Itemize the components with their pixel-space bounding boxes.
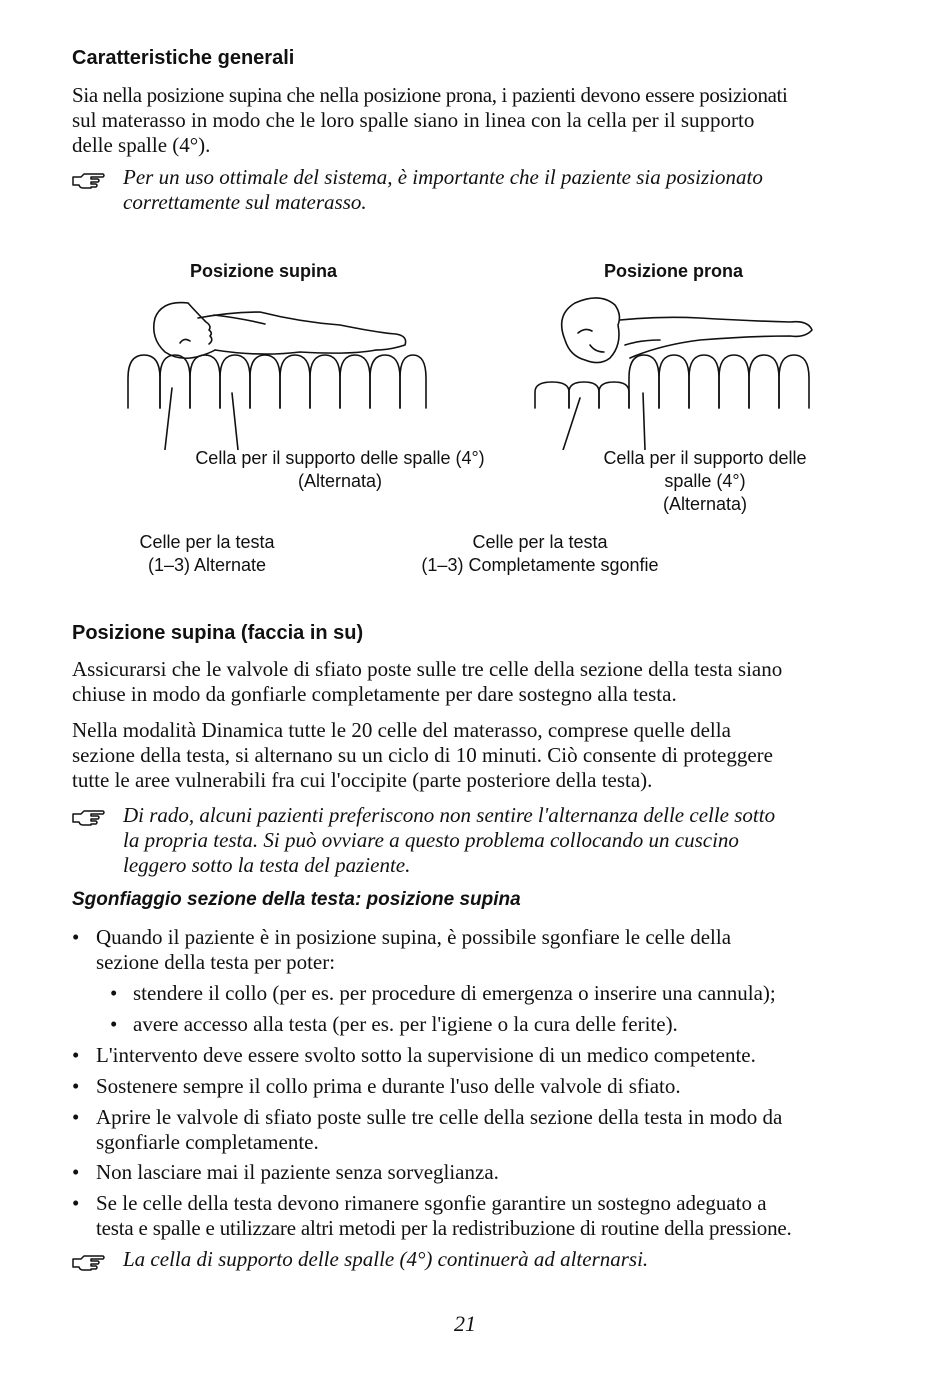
prone-shoulder-cell-label (574, 447, 836, 516)
list-item (133, 981, 776, 1006)
note-general (123, 165, 763, 215)
prone-shoulder-leader (643, 393, 645, 450)
bullet-marker: • (72, 1043, 80, 1067)
supine-head-cells-label (104, 531, 310, 577)
list-item (96, 1191, 792, 1241)
text-line: Quando il paziente è in posizione supina, è possibile sgonfiare le celle della (96, 925, 732, 949)
list-item (96, 925, 731, 975)
paragraph-dynamic-mode (72, 718, 892, 793)
label-line: Celle per la testa (139, 532, 275, 552)
label-line: (Alternata) (662, 494, 748, 514)
text-line: delle spalle (4°). (72, 133, 211, 157)
list-item (133, 1012, 678, 1037)
supine-shoulder-cell-label (170, 447, 510, 493)
label-line: Cella per il supporto delle (603, 448, 807, 468)
text-line: Nella modalità Dinamica tutte le 20 celle del materasso, comprese quelle della (72, 718, 731, 742)
note-shoulder-cell: La cella di supporto delle spalle (4°) continuerà ad alternarsi. (123, 1247, 649, 1271)
text-line: Se le celle della testa devono rimanere sgonfie garantire un sostegno adeguato a (96, 1191, 767, 1215)
text-line: sgonfiarle completamente. (96, 1130, 319, 1154)
note-pillow (123, 803, 775, 878)
note-line: Per un uso ottimale del sistema, è importante che il paziente sia posizionato (123, 165, 763, 189)
text-line: stendere il collo (per es. per procedure di emergenza o inserire una cannula); (133, 981, 776, 1005)
bullet-marker: • (110, 1012, 118, 1036)
label-line: Celle per la testa (472, 532, 608, 552)
label-line: spalle (4°) (664, 471, 746, 491)
text-line: Assicurarsi che le valvole di sfiato poste sulle tre celle della sezione della testa siano (72, 657, 783, 681)
mattress-position-illustration (0, 280, 950, 450)
text-line: Non lasciare mai il paziente senza sorveglianza. (96, 1160, 499, 1184)
list-item (96, 1105, 782, 1155)
label-line: Cella per il supporto delle spalle (4°) (195, 448, 485, 468)
pointing-hand-icon (72, 1251, 106, 1273)
heading-general-characteristics: Caratteristiche generali (72, 47, 295, 69)
label-line: (1–3) Alternate (147, 555, 267, 575)
paragraph-general (72, 83, 892, 158)
text-line: testa e spalle e utilizzare altri metodi per la redistribuzione di routine della pressione. (96, 1216, 792, 1240)
prone-title: Posizione prona (604, 261, 744, 281)
text-line: Sia nella posizione supina che nella posizione prona, i pazienti devono essere posizionati (72, 83, 788, 107)
prone-head-cells-label (390, 531, 690, 577)
supine-title: Posizione supina (190, 261, 338, 281)
note-line: correttamente sul materasso. (123, 190, 367, 214)
list-item (96, 1043, 756, 1068)
label-line: (1–3) Completamente sgonfie (421, 555, 659, 575)
heading-supine-position: Posizione supina (faccia in su) (72, 622, 364, 644)
prone-mattress-cells (629, 355, 809, 408)
label-line: (Alternata) (297, 471, 383, 491)
supine-patient (154, 303, 406, 359)
text-line: tutte le aree vulnerabili fra cui l'occipite (parte posteriore della testa). (72, 768, 653, 792)
heading-head-deflation: Sgonfiaggio sezione della testa: posizione supina (72, 889, 521, 910)
supine-mattress-cells (128, 355, 426, 408)
page-number: 21 (454, 1311, 476, 1336)
text-line: sezione della testa, si alternano su un ciclo di 10 minuti. Ciò consente di proteggere (72, 743, 773, 767)
bullet-marker: • (72, 1074, 80, 1098)
text-line: sezione della testa per poter: (96, 950, 336, 974)
list-item (96, 1074, 681, 1099)
note-line: Di rado, alcuni pazienti preferiscono non sentire l'alternanza delle celle sotto (123, 803, 776, 827)
note-line: la propria testa. Si può ovviare a questo problema collocando un cuscino (123, 828, 739, 852)
pointing-hand-icon (72, 169, 106, 191)
prone-deflated-head-cells (535, 382, 629, 408)
text-line: avere accesso alla testa (per es. per l'igiene o la cura delle ferite). (133, 1012, 678, 1036)
supine-shoulder-leader (232, 393, 238, 450)
paragraph-supine-valves (72, 657, 892, 707)
text-line: L'intervento deve essere svolto sotto la supervisione di un medico competente. (96, 1043, 756, 1067)
text-line: Aprire le valvole di sfiato poste sulle tre celle della sezione della testa in modo da (96, 1105, 783, 1129)
text-line: chiuse in modo da gonfiarle completamente per dare sostegno alla testa. (72, 682, 677, 706)
bullet-marker: • (110, 981, 118, 1005)
text-line: sul materasso in modo che le loro spalle siano in linea con la cella per il supporto (72, 108, 755, 132)
bullet-marker: • (72, 1105, 80, 1129)
supine-head-leader (156, 388, 172, 450)
list-item (96, 1160, 499, 1185)
text-line: Sostenere sempre il collo prima e durante l'uso delle valvole di sfiato. (96, 1074, 681, 1098)
prone-patient (562, 298, 812, 363)
pointing-hand-icon (72, 806, 106, 828)
bullet-marker: • (72, 1160, 80, 1184)
bullet-marker: • (72, 1191, 80, 1215)
note-line: leggero sotto la testa del paziente. (123, 853, 411, 877)
prone-head-leader (537, 398, 580, 450)
bullet-marker: • (72, 925, 80, 949)
